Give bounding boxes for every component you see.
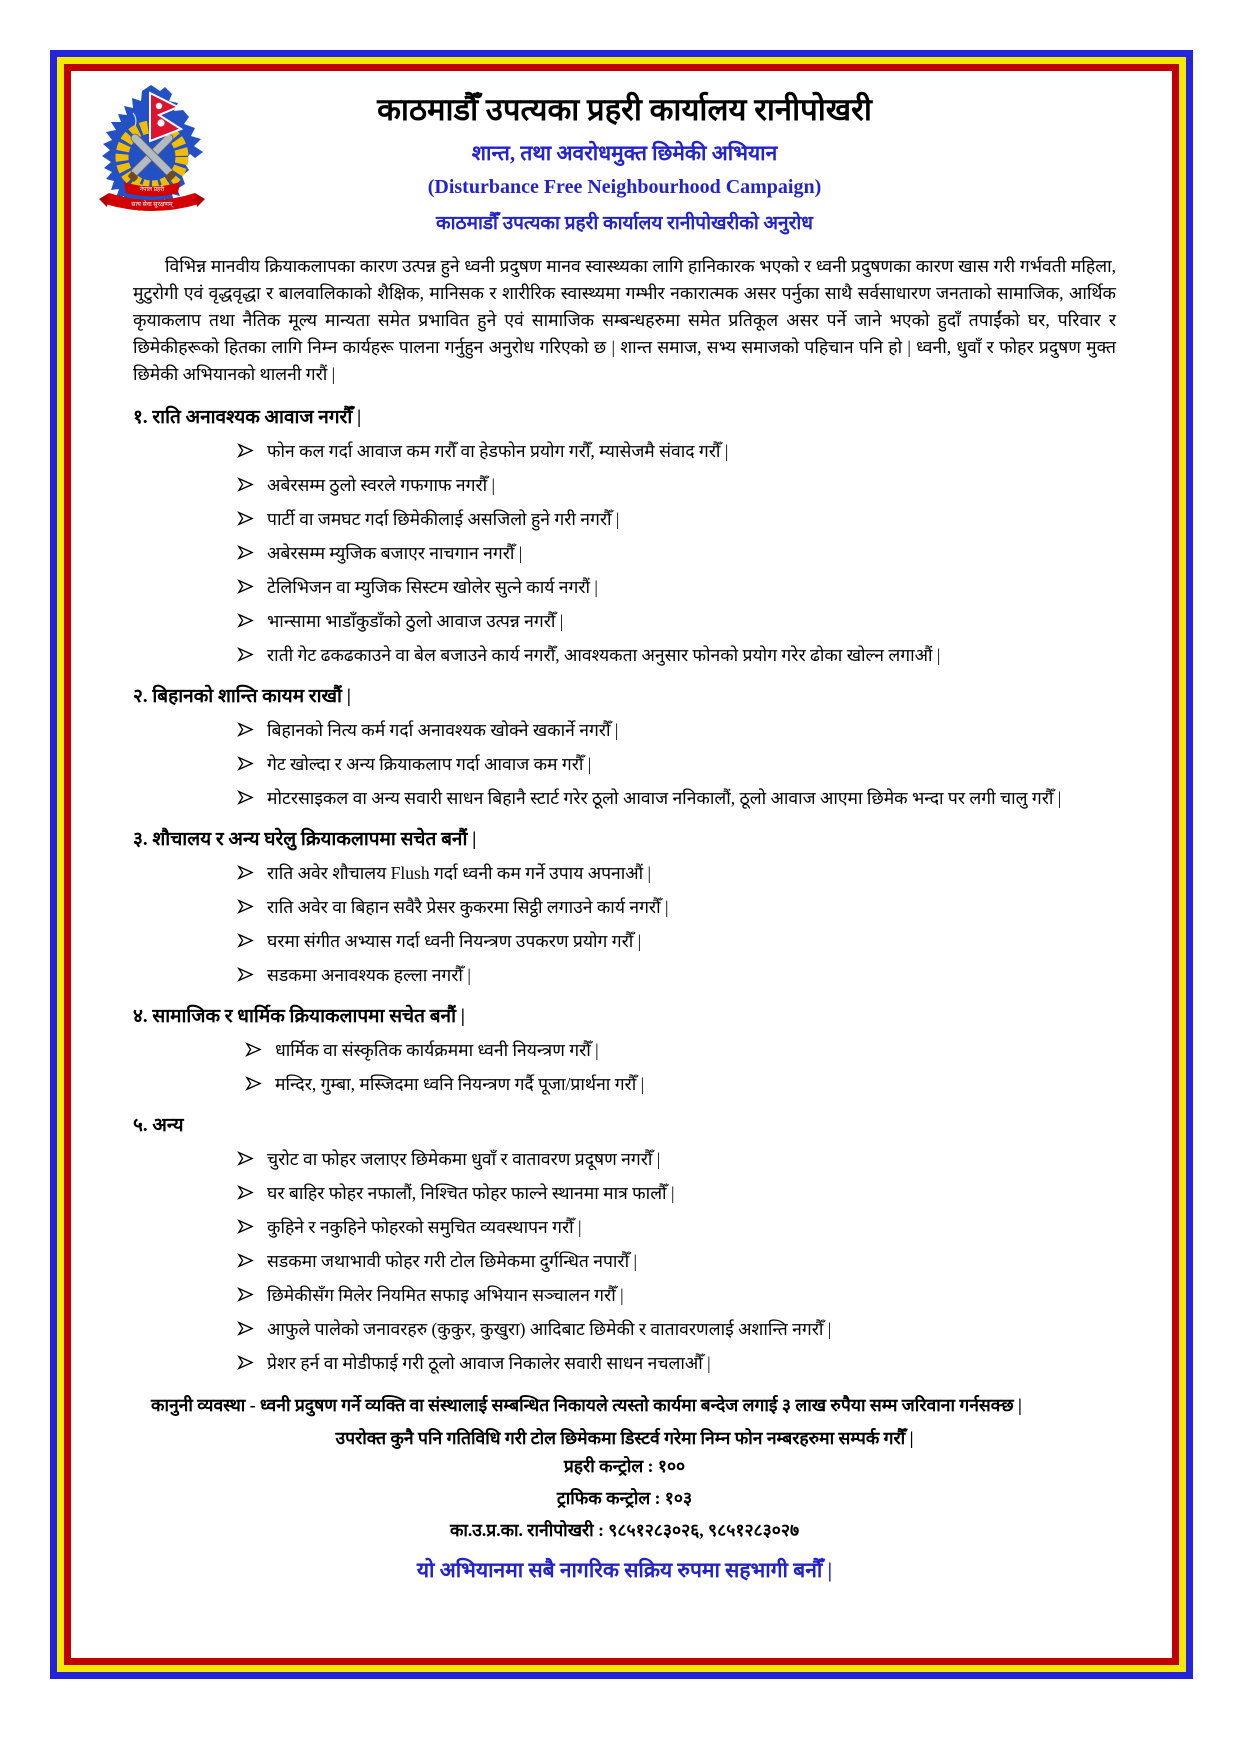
bullet-arrow-icon <box>237 613 254 628</box>
bullet-arrow-icon <box>237 1185 254 1200</box>
ribbon-bottom-text: सत्य सेवा सुरक्षणम् <box>131 201 173 208</box>
section-4-list <box>133 1039 1116 1096</box>
bullet-arrow-icon <box>237 722 254 737</box>
bullet-arrow-icon <box>237 1219 254 1234</box>
ribbon-top-text: नेपाल प्रहरी <box>139 187 165 193</box>
list-item: राति अवेर वा बिहान सवैरै प्रेसर कुकरमा सिट्ठी लगाउने कार्य नगरौँ | <box>237 896 1116 919</box>
list-item: बिहानको नित्य कर्म गर्दा अनावश्यक खोक्ने खकार्ने नगरौँ | <box>237 719 1116 742</box>
bullet-arrow-icon <box>237 545 254 560</box>
campaign-title-nepali: शान्त, तथा अवरोधमुक्त छिमेकी अभियान <box>471 140 778 165</box>
list-item: राती गेट ढकढकाउने वा बेल बजाउने कार्य नगरौँ, आवश्यकता अनुसार फोनको प्रयोग गरेर ढोका खोल्न लगाऔं | <box>237 644 1116 667</box>
closing-appeal: यो अभियानमा सबै नागरिक सक्रिय रुपमा सहभागी बनौँ | <box>416 1557 833 1582</box>
list-item: घर बाहिर फोहर नफालौं, निश्चित फोहर फाल्ने स्थानमा मात्र फालौँ | <box>237 1182 1116 1205</box>
bullet-arrow-icon <box>237 1355 254 1370</box>
bullet-arrow-icon <box>237 967 254 982</box>
bullet-arrow-icon <box>245 1042 262 1057</box>
police-control-number: प्रहरी कन्ट्रोल : १०० <box>563 1455 686 1476</box>
bullet-arrow-icon <box>237 899 254 914</box>
contact-intro: उपरोक्त कुनै पनि गतिविधि गरी टोल छिमेकमा डिस्टर्व गरेमा निम्न फोन नम्बरहरुमा सम्पर्क गरौँ | <box>335 1427 914 1448</box>
bullet-arrow-icon <box>237 579 254 594</box>
list-item: अबेरसम्म ठुलो स्वरले गफगाफ नगरौँ | <box>237 474 1116 497</box>
section-1-list <box>133 440 1116 667</box>
section-3-list <box>133 862 1116 987</box>
list-item: भान्सामा भाडाँकुडाँको ठुलो आवाज उत्पन्न नगरौँ | <box>237 610 1116 633</box>
campaign-title-english: (Disturbance Free Neighbourhood Campaign) <box>427 175 822 198</box>
section-1-heading: १. राति अनावश्यक आवाज नगरौँ | <box>133 406 362 428</box>
bullet-arrow-icon <box>237 1287 254 1302</box>
list-item: अबेरसम्म म्युजिक बजाएर नाचगान नगरौँ | <box>237 542 1116 565</box>
list-item: छिमेकीसँग मिलेर नियमित सफाइ अभियान सञ्चालन गरौँ | <box>237 1284 1116 1307</box>
request-subtitle: काठमाडौँ उपत्यका प्रहरी कार्यालय रानीपोखरीको अनुरोध <box>436 212 813 234</box>
list-item: टेलिभिजन वा म्युजिक सिस्टम खोलेर सुत्ने कार्य नगरौं | <box>237 576 1116 599</box>
section-2-list <box>133 719 1116 810</box>
section-2-heading: २. बिहानको शान्ति कायम राखौं | <box>133 685 351 707</box>
bullet-arrow-icon <box>237 511 254 526</box>
bullet-arrow-icon <box>237 865 254 880</box>
nepal-police-emblem-icon <box>93 83 211 217</box>
section-4-heading: ४. सामाजिक र धार्मिक क्रियाकलापमा सचेत बनौं | <box>133 1005 465 1027</box>
office-title: काठमाडौँ उपत्यका प्रहरी कार्यालय रानीपोखरी <box>377 92 872 127</box>
bullet-arrow-icon <box>237 790 254 805</box>
bullet-arrow-icon <box>237 756 254 771</box>
list-item: प्रेशर हर्न वा मोडीफाई गरी ठूलो आवाज निकालेर सवारी साधन नचलाऔँ | <box>237 1352 1116 1375</box>
list-item: सडकमा जथाभावी फोहर गरी टोल छिमेकमा दुर्गन्धित नपारौँ | <box>237 1250 1116 1273</box>
bullet-arrow-icon <box>237 443 254 458</box>
list-item: गेट खोल्दा र अन्य क्रियाकलाप गर्दा आवाज कम गरौँ | <box>237 753 1116 776</box>
bullet-arrow-icon <box>237 477 254 492</box>
list-item: आफुले पालेको जनावरहरु (कुकुर, कुखुरा) आदिबाट छिमेकी र वातावरणलाई अशान्ति नगरौँ | <box>237 1318 1116 1341</box>
traffic-control-number: ट्राफिक कन्ट्रोल : १०३ <box>556 1487 693 1508</box>
list-item: कुहिने र नकुहिने फोहरको समुचित व्यवस्थापन गरौँ | <box>237 1216 1116 1239</box>
header <box>133 91 1116 235</box>
page-border-frame <box>50 50 1193 1679</box>
bullet-arrow-icon <box>237 1321 254 1336</box>
list-item: फोन कल गर्दा आवाज कम गरौँ वा हेडफोन प्रयोग गरौँ, म्यासेजमै संवाद गरौँ | <box>237 440 1116 463</box>
bullet-arrow-icon <box>237 933 254 948</box>
intro-paragraph: विभिन्न मानवीय क्रियाकलापका कारण उत्पन्न हुने ध्वनी प्रदुषण मानव स्वास्थ्यका लागि हानिकारक भएको र ध्वनी प्रदुषणका कारण खास गरी गर्भवती महिला, मुटुरोगी एवं वृद्धवृद्धा र बालवालिकाको शैक्षिक, मानिसक र शारीरिक स्वास्थ्यमा गम्भीर नकारात्मक असर पर्नुका साथै सर्वसाधारण जनताको सामाजिक, आर्थिक कृयाकलाप तथा नैतिक मूल्य मान्यता समेत प्रभावित हुने एवं सामाजिक सम्बन्धहरुमा समेत प्रतिकूल असर पर्ने जाने भएको हुदाँ तपाईंको घर, परिवार र छिमेकीहरूको हितका लागि निम्न कार्यहरू पालना गर्नुहुन अनुरोध गरिएको छ | शान्त समाज, सभ्य समाजको पहिचान पनि हो | ध्वनी, धुवाँ र फोहर प्रदुषण मुक्त छिमेकी अभियानको थालनी गरौं | <box>133 255 1116 384</box>
list-item: मोटरसाइकल वा अन्य सवारी साधन बिहानै स्टार्ट गरेर ठूलो आवाज ननिकालौं, ठूलो आवाज आएमा छिमेक भन्दा पर लगी चालु गरौँ | <box>237 787 1116 810</box>
section-5-list <box>133 1148 1116 1375</box>
list-item: चुरोट वा फोहर जलाएर छिमेकमा धुवाँ र वातावरण प्रदूषण नगरौँ | <box>237 1148 1116 1171</box>
bullet-arrow-icon <box>237 1151 254 1166</box>
section-3-heading: ३. शौचालय र अन्य घरेलु क्रियाकलापमा सचेत बनौं | <box>133 828 477 850</box>
list-item: पार्टी वा जमघट गर्दा छिमेकीलाई असजिलो हुने गरी नगरौँ | <box>237 508 1116 531</box>
list-item: मन्दिर, गुम्बा, मस्जिदमा ध्वनि नियन्त्रण गर्दै पूजा/प्रार्थना गरौँ | <box>245 1073 1116 1096</box>
ranipokhari-office-numbers: का.उ.प्र.का. रानीपोखरी : ९८५१२८३०२६, ९८५१२८३०२७ <box>449 1519 800 1540</box>
bullet-arrow-icon <box>245 1076 262 1091</box>
list-item: धार्मिक वा संस्कृतिक कार्यक्रममा ध्वनी नियन्त्रण गरौँ | <box>245 1039 1116 1062</box>
section-5-heading: ५. अन्य <box>133 1114 184 1136</box>
bullet-arrow-icon <box>237 1253 254 1268</box>
list-item: राति अवेर शौचालय Flush गर्दा ध्वनी कम गर्ने उपाय अपनाऔं | <box>237 862 1116 885</box>
legal-provision: कानुनी व्यवस्था - ध्वनी प्रदुषण गर्ने व्यक्ति वा संस्थालाई सम्बन्धित निकायले त्यस्तो कार्यमा बन्देज लगाई ३ लाख रुपैया सम्म जरिवाना गर्नसक्छ | <box>151 1394 1022 1415</box>
notice-content <box>71 71 1172 1658</box>
list-item: सडकमा अनावश्यक हल्ला नगरौँ | <box>237 964 1116 987</box>
list-item: घरमा संगीत अभ्यास गर्दा ध्वनी नियन्त्रण उपकरण प्रयोग गरौँ | <box>237 930 1116 953</box>
bullet-arrow-icon <box>237 647 254 662</box>
nepal-police-logo <box>93 83 211 217</box>
